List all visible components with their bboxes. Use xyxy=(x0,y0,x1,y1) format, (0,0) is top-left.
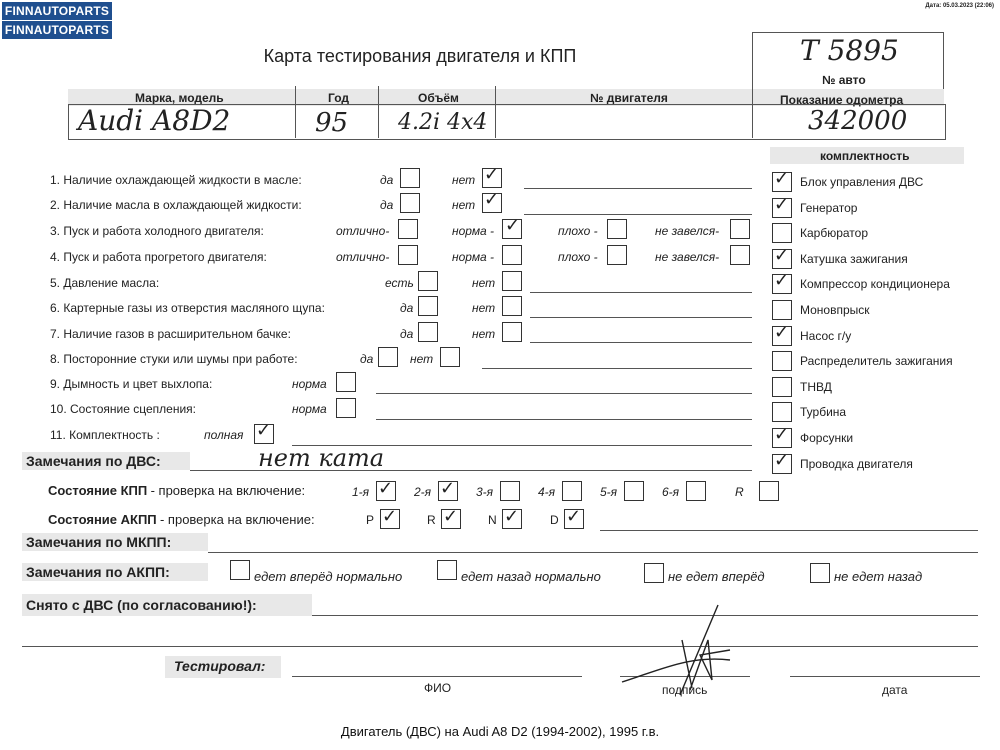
akpp-position-label: R xyxy=(427,513,436,527)
gear-label: 4-я xyxy=(538,485,556,499)
checkmark-icon: ✓ xyxy=(378,478,394,499)
kit-checkbox[interactable] xyxy=(772,300,792,320)
checkbox-ne-zavelsya[interactable] xyxy=(730,219,750,239)
checkbox-est[interactable] xyxy=(418,271,438,291)
checkbox-net[interactable] xyxy=(502,271,522,291)
kit-item-label: Турбина xyxy=(800,405,847,420)
table-divider xyxy=(495,86,496,138)
kpp-label xyxy=(48,483,305,498)
opt-da: да xyxy=(380,173,394,187)
opt-norma: норма xyxy=(292,402,327,416)
opt-da: да xyxy=(400,301,414,315)
checkbox-otlichno[interactable] xyxy=(398,245,418,265)
checkbox-da[interactable] xyxy=(378,347,398,367)
opt-ne-zavelsya: не завелся- xyxy=(655,224,720,238)
kit-item-label: ТНВД xyxy=(800,379,832,394)
checkbox-ne-zavelsya[interactable] xyxy=(730,245,750,265)
checkmark-icon: ✓ xyxy=(484,164,500,185)
kit-item-label: Компрессор кондиционера xyxy=(800,277,950,292)
col-engine-no: № двигателя xyxy=(590,91,668,105)
checkmark-icon: ✓ xyxy=(505,215,521,236)
checkmark-icon: ✓ xyxy=(774,270,790,292)
opt-polnaya: полная xyxy=(204,428,244,442)
checkbox-akpp-opt4[interactable] xyxy=(810,563,830,583)
opt-ploho: плохо - xyxy=(558,224,598,238)
gear-label: 6-я xyxy=(662,485,680,499)
opt-net: нет xyxy=(472,301,496,315)
col-year: Год xyxy=(328,91,349,105)
checkbox-da[interactable] xyxy=(418,296,438,316)
checkbox-norma[interactable] xyxy=(336,398,356,418)
signature-label: подпись xyxy=(662,683,708,697)
checkbox-da[interactable] xyxy=(400,168,420,188)
col-make: Марка, модель xyxy=(135,91,224,105)
opt-ploho: плохо - xyxy=(558,250,598,264)
gear-checkbox[interactable] xyxy=(686,481,706,501)
opt-otlichno: отлично- xyxy=(336,224,390,238)
page-caption: Двигатель (ДВС) на Audi A8 D2 (1994-2002), 1995 г.в. xyxy=(340,724,660,739)
opt-da: да xyxy=(360,352,374,366)
volume-handwritten: 4.2i 4x4 xyxy=(398,110,488,135)
tested-label: Тестировал: xyxy=(174,658,266,674)
check-label-5: 5. Давление масла: xyxy=(50,276,160,290)
gear-label: 3-я xyxy=(476,485,494,499)
opt-net: нет xyxy=(472,276,496,290)
col-odometer: Показание одометра xyxy=(780,93,904,107)
checkbox-akpp-opt3[interactable] xyxy=(644,563,664,583)
check-label-6: 6. Картерные газы из отверстия масляного щупа: xyxy=(50,301,325,315)
fio-label: ФИО xyxy=(424,681,452,695)
opt-net: нет xyxy=(410,352,434,366)
checkbox-ploho[interactable] xyxy=(607,245,627,265)
checkbox-net[interactable] xyxy=(440,347,460,367)
kit-item-label: Форсунки xyxy=(800,431,854,445)
date-line xyxy=(790,676,980,677)
signature-icon xyxy=(620,600,760,700)
check-label-1: 1. Наличие охлаждающей жидкости в масле: xyxy=(50,173,302,187)
checkmark-icon: ✓ xyxy=(774,168,790,189)
answer-line xyxy=(530,317,752,318)
kit-checkbox[interactable] xyxy=(772,402,792,422)
opt-norma: норма - xyxy=(452,224,495,238)
check-label-11: 11. Комплектность : xyxy=(50,428,160,442)
answer-line xyxy=(530,342,752,343)
answer-line xyxy=(524,214,752,215)
checkbox-otlichno[interactable] xyxy=(398,219,418,239)
gear-label: 2-я xyxy=(414,485,432,499)
logo-top: FINNAUTOPARTS xyxy=(2,2,112,20)
opt-net: нет xyxy=(452,198,476,212)
akpp-opt1: едет вперёд нормально xyxy=(254,569,403,584)
akpp-label xyxy=(48,512,315,527)
akpp-opt4: не едет назад xyxy=(834,569,923,584)
kit-item-label: Генератор xyxy=(800,200,858,215)
opt-otlichno: отлично- xyxy=(336,250,390,264)
check-label-4: 4. Пуск и работа прогретого двигателя: xyxy=(50,250,267,264)
kit-item-label: Насос г/у xyxy=(800,328,852,343)
opt-da: да xyxy=(380,198,394,212)
fio-line xyxy=(292,676,582,677)
checkmark-icon: ✓ xyxy=(774,193,790,215)
gear-checkbox[interactable] xyxy=(500,481,520,501)
checkbox-norma[interactable] xyxy=(502,245,522,265)
checkmark-icon: ✓ xyxy=(774,244,790,266)
kit-item-label: Блок управления ДВС xyxy=(800,175,924,189)
checkbox-ploho[interactable] xyxy=(607,219,627,239)
col-volume: Объём xyxy=(418,91,459,105)
gear-label: 1-я xyxy=(352,485,370,499)
check-label-7: 7. Наличие газов в расширительном бачке: xyxy=(50,327,291,341)
checkbox-akpp-opt2[interactable] xyxy=(437,560,457,580)
answer-line xyxy=(22,646,978,647)
check-label-8: 8. Посторонние стуки или шумы при работе: xyxy=(50,352,298,366)
checkmark-icon: ✓ xyxy=(566,506,582,527)
date-stamp: Дата: 05.03.2023 (22:06) xyxy=(925,3,994,9)
answer-line xyxy=(600,530,978,531)
checkmark-icon: ✓ xyxy=(774,321,790,343)
date-label: дата xyxy=(882,683,908,697)
check-label-3: 3. Пуск и работа холодного двигателя: xyxy=(50,224,264,238)
kit-checkbox[interactable] xyxy=(772,377,792,397)
kpp-desc: - проверка на включение: xyxy=(150,483,306,498)
opt-net: нет xyxy=(472,327,496,341)
answer-line xyxy=(524,188,752,189)
checkmark-icon: ✓ xyxy=(484,189,500,210)
akpp-title: Состояние АКПП xyxy=(48,512,157,527)
akpp-position-label: D xyxy=(550,513,559,527)
akpp-remarks-label: Замечания по АКПП: xyxy=(26,564,170,580)
gear-checkbox[interactable] xyxy=(759,481,779,501)
dvs-remarks-handwritten: нет ката xyxy=(258,444,385,472)
checkmark-icon: ✓ xyxy=(774,449,790,471)
page-title: Карта тестирования двигателя и КПП xyxy=(263,46,577,66)
vehicle-id-handwritten: T 5895 xyxy=(800,34,899,67)
gear-checkbox[interactable] xyxy=(562,481,582,501)
opt-da: да xyxy=(400,327,414,341)
kpp-title: Состояние КПП xyxy=(48,483,148,498)
akpp-opt2: едет назад нормально xyxy=(461,569,601,584)
checkbox-da[interactable] xyxy=(400,193,420,213)
odometer-handwritten: 342000 xyxy=(808,106,908,136)
checkmark-icon: ✓ xyxy=(774,424,790,445)
kit-item-label: Карбюратор xyxy=(800,226,869,241)
dvs-remarks-label: Замечания по ДВС: xyxy=(26,453,161,469)
check-label-2: 2. Наличие масла в охлаждающей жидкости: xyxy=(50,198,302,212)
answer-line xyxy=(376,419,752,420)
opt-norma: норма - xyxy=(452,250,495,264)
answer-line xyxy=(482,368,752,369)
akpp-position-label: P xyxy=(366,513,375,527)
make-handwritten: Audi A8D2 xyxy=(78,104,231,137)
opt-est: есть xyxy=(385,276,414,290)
opt-norma: норма xyxy=(292,377,327,391)
gear-checkbox[interactable] xyxy=(624,481,644,501)
checkbox-akpp-opt1[interactable] xyxy=(230,560,250,580)
gear-label: R xyxy=(735,485,744,499)
akpp-position-label: N xyxy=(488,513,497,527)
table-divider xyxy=(378,86,379,138)
checkmark-icon: ✓ xyxy=(256,420,272,441)
gear-label: 5-я xyxy=(600,485,618,499)
answer-line xyxy=(376,393,752,394)
table-divider xyxy=(752,86,753,138)
checkmark-icon: ✓ xyxy=(443,506,459,527)
akpp-desc: - проверка на включение: xyxy=(159,512,315,527)
kit-checkbox[interactable] xyxy=(772,351,792,371)
logo-bottom: FINNAUTOPARTS xyxy=(2,21,112,39)
kit-header: комплектность xyxy=(820,149,910,163)
table-divider xyxy=(295,86,296,138)
answer-line xyxy=(530,292,752,293)
kit-item-label: Катушка зажигания xyxy=(800,251,908,266)
kit-item-label: Проводка двигателя xyxy=(800,456,913,471)
kit-item-label: Распределитель зажигания xyxy=(800,354,953,369)
no-auto-label: № авто xyxy=(822,73,866,87)
check-label-9: 9. Дымность и цвет выхлопа: xyxy=(50,377,213,391)
checkbox-net[interactable] xyxy=(502,322,522,342)
checkbox-da[interactable] xyxy=(418,322,438,342)
opt-ne-zavelsya: не завелся- xyxy=(655,250,720,264)
kit-item-label: Моновпрыск xyxy=(800,303,870,317)
checkmark-icon: ✓ xyxy=(504,506,520,527)
checkmark-icon: ✓ xyxy=(382,506,398,527)
check-label-10: 10. Состояние сцепления: xyxy=(50,402,196,416)
checkbox-net[interactable] xyxy=(502,296,522,316)
year-handwritten: 95 xyxy=(315,108,349,138)
checkbox-norma[interactable] xyxy=(336,372,356,392)
akpp-opt3: не едет вперёд xyxy=(668,569,765,584)
checkmark-icon: ✓ xyxy=(440,478,456,499)
removed-label: Снято с ДВС (по согласованию!): xyxy=(26,597,257,613)
opt-net: нет xyxy=(452,173,476,187)
kit-checkbox[interactable] xyxy=(772,223,792,243)
answer-line xyxy=(208,552,978,553)
mkpp-remarks-label: Замечания по МКПП: xyxy=(26,534,172,550)
